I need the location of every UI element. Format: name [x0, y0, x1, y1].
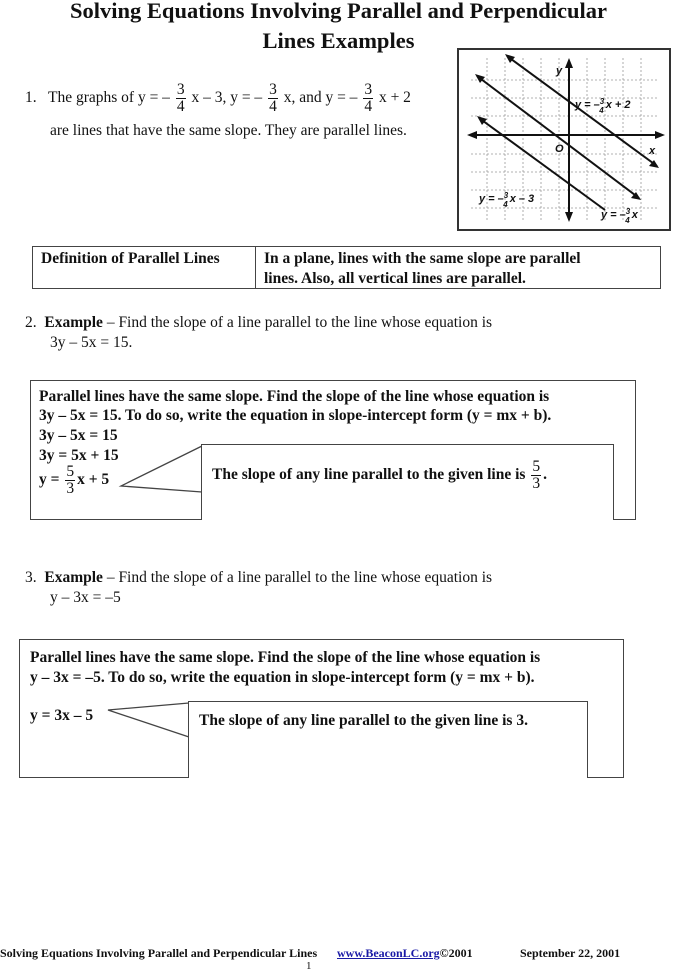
svg-text:x: x	[649, 145, 656, 157]
callout-pointer	[111, 445, 211, 495]
example3-solution-box: Parallel lines have the same slope. Find the slope of the line whose equation is y – 3x = –5. To do so, write the equation in slope-intercept form (y = mx + b). y = 3x – 5 The slope of any line parallel to the given line is 3.	[19, 639, 624, 778]
example2-callout: The slope of any line parallel to the given line is $\frac{5}{3}$ .	[201, 444, 614, 520]
example2-step3: y = $\frac{5}{3}$ x + 5	[39, 463, 110, 497]
definition-text: In a plane, lines with the same slope are parallel lines. Also, all vertical lines are parallel.	[264, 250, 581, 287]
svg-text:O: O	[555, 143, 564, 155]
definition-table	[32, 246, 661, 289]
example1-line1: 1. The graphs of y = – $\frac{3}{4}$ x – 3, y = – $\frac{3}{4}$ x, and y = – $\frac{3}{4}$ x + 2	[25, 81, 411, 115]
example3-prompt: 3. Example – Find the slope of a line parallel to the line whose equation is	[25, 569, 493, 586]
callout-pointer	[100, 700, 200, 740]
fraction: $\frac{3}{4}$	[269, 81, 277, 115]
graph-svg	[459, 50, 669, 229]
footer-title: Solving Equations Involving Parallel and Perpendicular Lines	[0, 946, 318, 960]
example2-equation: 3y – 5x = 15.	[50, 334, 133, 351]
svg-text:y = –34x + 2: y = –$^3$ 4 x + 2	[575, 97, 631, 115]
footer-link-group: www.BeaconLC.org©2001	[337, 946, 473, 960]
parallel-lines-graph	[457, 48, 671, 231]
example1-line2: are lines that have the same slope. They are parallel lines.	[50, 122, 407, 139]
footer-link[interactable]: www.BeaconLC.org	[337, 946, 440, 960]
fraction: $\frac{3}{4}$	[176, 81, 185, 115]
example3-callout: The slope of any line parallel to the given line is 3.	[188, 701, 588, 778]
page-title: Solving Equations Involving Parallel and Perpendicular Lines Examples	[70, 0, 607, 53]
definition-term: Definition of Parallel Lines	[33, 247, 256, 288]
example2-prompt: 2. Example – Find the slope of a line parallel to the line whose equation is	[25, 314, 493, 331]
example2-solution-box: Parallel lines have the same slope. Find the slope of the line whose equation is 3y – 5x = 15. To do so, write the equation in slope-intercept form (y = mx + b). 3y – 5x = 15 3y = 5x + 15 y = $\frac{5}{3}$ x + 5 The slope of any line parallel to the given line is $\frac{5}{3}$ .	[30, 380, 636, 520]
svg-text:y: y	[556, 65, 563, 77]
svg-text:y = –34x – 3: y = –$^3$ 4 x – 3	[479, 191, 535, 209]
svg-text:y = –34x: y = –$^3$ 4 x	[601, 207, 638, 225]
page-number: 1	[306, 960, 312, 972]
example3-equation: y – 3x = –5	[50, 589, 121, 606]
fraction: $\frac{3}{4}$	[364, 81, 373, 115]
footer-date: September 22, 2001	[520, 946, 621, 960]
